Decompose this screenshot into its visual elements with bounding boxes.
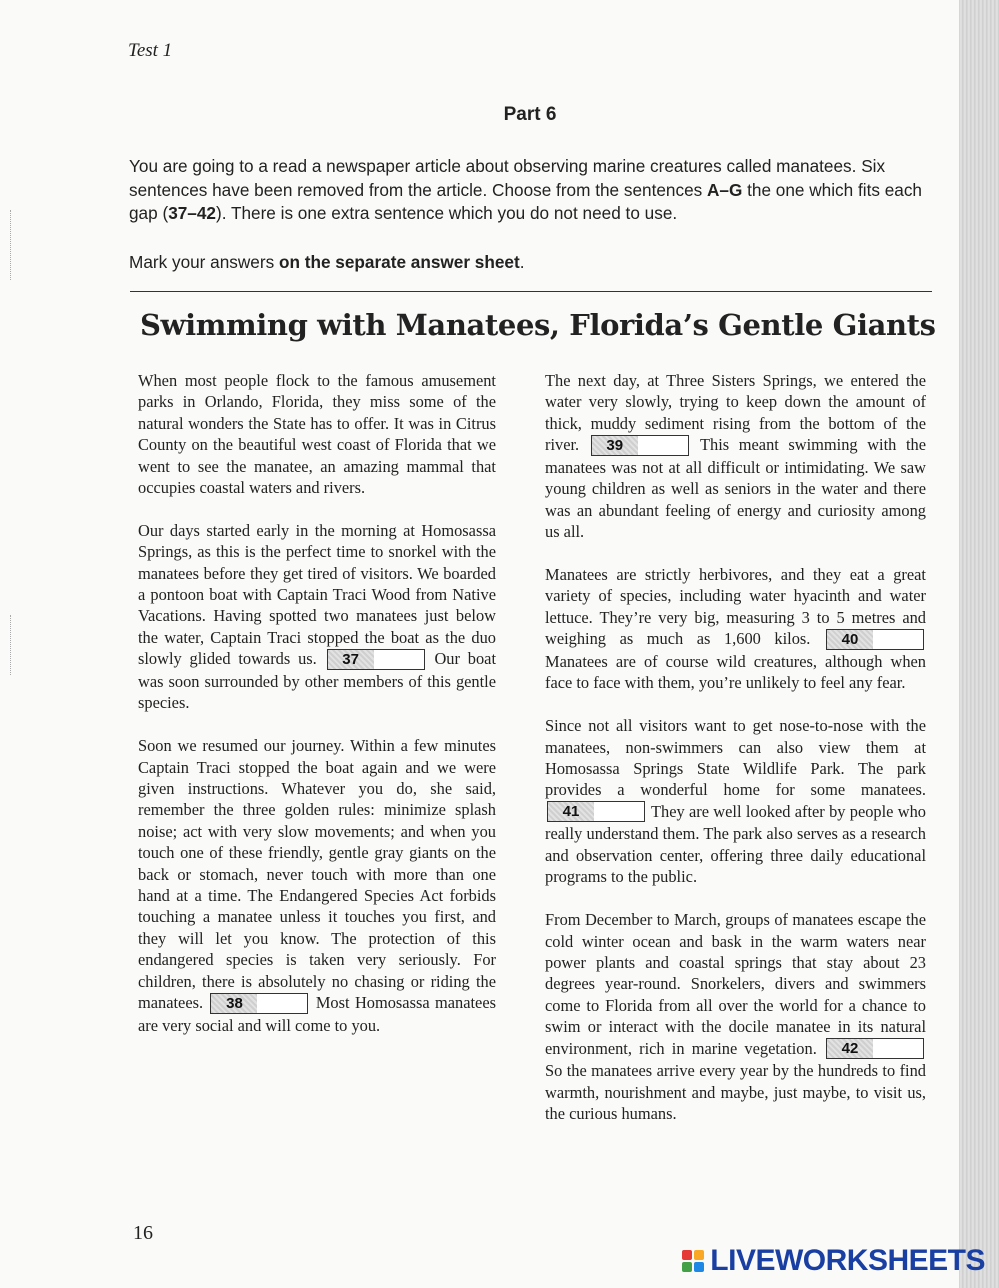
note-emphasis: on the separate answer sheet <box>278 252 520 272</box>
instructions-gap-range: 37–42 <box>168 203 216 223</box>
gap-41-answer-box[interactable] <box>547 801 645 822</box>
gap-number: 37 <box>328 650 374 669</box>
paragraph-text: From December to March, groups of manatees escape the cold winter ocean and bask in the warm waters near power plants and coastal springs that stay about 23 degrees year-round. Snorkelers, divers and swimmers come to Florida from all over the world for a chance to swim or interact with the docile manatee in its natural environment, rich in marine vegetation. <box>545 910 926 1058</box>
paragraph <box>545 370 926 543</box>
instructions <box>129 155 939 226</box>
instructions-text: the one which fits each gap ( <box>129 179 922 223</box>
paragraph-text: Our days started early in the morning at Homosassa Springs, as this is the perfect time to snorkel with the manatees before they get tired of visitors. We boarded a pontoon boat with Captain Traci Wood from Native Vacations. Having spotted two manatees just below the water, Captain Traci stopped the boat as the duo slowly glided towards us. <box>138 520 496 669</box>
paragraph-text: Most Homosassa manatees are very social and will come to you. <box>138 993 496 1035</box>
scan-margin-marks <box>10 615 13 675</box>
article-column-right <box>545 370 926 1146</box>
paragraph <box>545 564 926 694</box>
paragraph-text: So the manatees arrive every year by the hundreds to find warmth, nourishment and maybe, just maybe, to visit us, the curious humans. <box>545 1061 926 1124</box>
gap-42-answer-box[interactable] <box>826 1038 924 1059</box>
paragraph <box>138 735 496 1036</box>
gap-number: 38 <box>211 994 257 1013</box>
paragraph-text: They are well looked after by people who really understand them. The park also serves as a research and observation center, offering three daily educational programs to the public. <box>545 801 926 887</box>
divider <box>130 291 932 292</box>
gap-37-answer-box[interactable] <box>327 649 425 670</box>
scan-margin-marks <box>10 210 13 280</box>
paragraph <box>138 520 496 714</box>
part-title: Part 6 <box>503 104 557 125</box>
gap-number: 39 <box>592 436 638 455</box>
page-edge-shadow <box>959 0 999 1288</box>
brand-name: LIVEWORKSHEETS <box>710 1244 985 1277</box>
paragraph-text: Since not all visitors want to get nose-to-nose with the manatees, non-swimmers can also view them at Homosassa Springs State Wildlife Park. The park provides a wonderful home for some manatees. <box>545 716 926 800</box>
liveworksheets-logo <box>682 1244 985 1278</box>
paragraph <box>545 909 926 1124</box>
paragraph: When most people flock to the famous amusement parks in Orlando, Florida, they miss some of the natural wonders the State has to offer. It was in Citrus County on the beautiful west coast of Florida that we went to see the manatee, an amazing mammal that occupies coastal waters and rivers. <box>138 371 496 498</box>
gap-39-answer-box[interactable] <box>591 435 689 456</box>
instructions-options: A–G <box>707 179 743 200</box>
liveworksheets-logo-icon <box>682 1250 704 1272</box>
answer-sheet-note <box>129 252 939 273</box>
paragraph-text: Soon we resumed our journey. Within a few minutes Captain Traci stopped the boat again and we were given instructions. Whatever you do, she said, remember the three golden rules: minimize splash noise; act with very slow movements; and when you touch one of these friendly, gentle gray giants on the back or stomach, never touch with more than one hand at a time. The Endangered Species Act forbids touching a manatee unless it touches you first, and they will let you know. The protection of this endangered species is taken very seriously. For children, there is absolutely no chasing or riding the manatees. <box>138 736 496 1013</box>
gap-38-answer-box[interactable] <box>210 993 308 1014</box>
gap-40-answer-box[interactable] <box>826 629 924 650</box>
paragraph-text: Manatees are strictly herbivores, and they eat a great variety of species, including water hyacinth and water lettuce. They’re very big, measuring 3 to 5 metres and weighing as much as 1,600 kilos. <box>545 564 926 649</box>
paragraph-text: Our boat was soon surrounded by other members of this gentle species. <box>138 649 496 713</box>
article-title: Swimming with Manatees, Florida’s Gentle Giants <box>140 308 936 342</box>
article-column-left <box>138 370 496 1058</box>
note-text: Mark your answers <box>129 252 279 272</box>
page-number: 16 <box>133 1222 153 1244</box>
paragraph-text: The next day, at Three Sisters Springs, we entered the water very slowly, trying to keep down the amount of thick, muddy sediment rising from the bottom of the river. <box>545 371 926 455</box>
instructions-text: You are going to a read a newspaper article about observing marine creatures called manatees. Six sentences have been removed from the article. Choose from the sentences <box>129 156 886 200</box>
gap-number: 42 <box>827 1039 873 1058</box>
instructions-text: ). There is one extra sentence which you do not need to use. <box>215 203 678 223</box>
gap-number: 40 <box>827 630 873 649</box>
note-text: . <box>519 252 525 272</box>
paragraph <box>545 715 926 888</box>
gap-number: 41 <box>548 802 594 821</box>
paragraph-text: Manatees are of course wild creatures, although when face to face with them, you’re unlikely to feel any fear. <box>545 651 926 693</box>
test-label: Test 1 <box>128 40 173 61</box>
paragraph-text: This meant swimming with the manatees was not at all difficult or intimidating. We saw young children as well as seniors in the water and there was an abundant feeling of energy and curiosity among us all. <box>545 435 926 542</box>
